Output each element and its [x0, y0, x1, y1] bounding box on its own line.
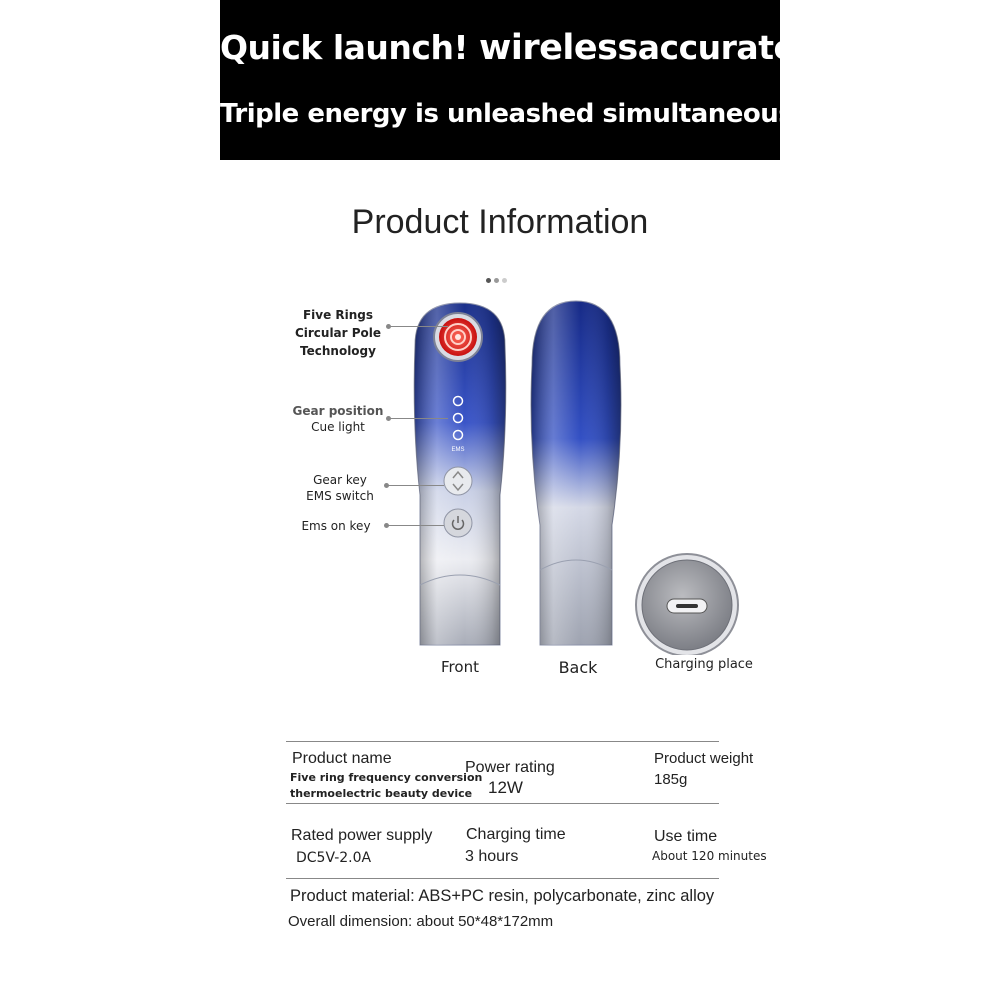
- caption-charging: Charging place: [655, 657, 753, 672]
- callout-gearkey-leader: [386, 485, 444, 486]
- weight-value: 185g: [654, 771, 688, 788]
- table-rule-middle: [286, 803, 719, 804]
- banner-headline-part1: Quick launch!: [220, 28, 469, 67]
- carousel-dots: [486, 268, 510, 287]
- supply-label: Rated power supply: [291, 827, 433, 844]
- table-rule-bottom: [286, 878, 719, 879]
- supply-value: DC5V-2.0A: [296, 850, 372, 866]
- banner-headline: [220, 28, 796, 68]
- use-time-value: About 120 minutes: [652, 849, 767, 863]
- banner-headline-part2: wireless: [479, 28, 638, 68]
- callout-gear-leader: [388, 418, 448, 419]
- callout-rings-leader: [388, 326, 448, 327]
- weight-label: Product weight: [654, 750, 754, 767]
- leader-dot: [386, 324, 391, 329]
- overall-dimension: Overall dimension: about 50*48*172mm: [288, 913, 554, 930]
- callout-gearkey-line2: EMS switch: [306, 489, 374, 503]
- callout-rings-line2: Circular Pole: [294, 326, 382, 340]
- callout-rings: [288, 306, 388, 360]
- callout-gear-position: [288, 403, 388, 435]
- callout-ems-leader: [386, 525, 444, 526]
- product-material: Product material: ABS+PC resin, polycarbonate, zinc alloy: [290, 887, 715, 905]
- dot: [502, 278, 507, 283]
- dot-active: [486, 278, 491, 283]
- dot: [494, 278, 499, 283]
- charging-time-label: Charging time: [466, 826, 566, 843]
- product-name-line1: Five ring frequency conversion: [290, 771, 483, 784]
- callout-gear-line1: Gear position: [292, 404, 384, 418]
- top-banner: [220, 0, 819, 160]
- banner-subheadline: Triple energy is unleashed simultaneously: [220, 99, 819, 129]
- caption-front: Front: [441, 658, 479, 676]
- leader-dot: [386, 416, 391, 421]
- section-title: Product Information: [351, 203, 649, 241]
- caption-back: Back: [558, 658, 598, 677]
- product-name-label: Product name: [292, 750, 392, 767]
- callout-ems-key: Ems on key: [301, 519, 371, 533]
- charging-time-value: 3 hours: [465, 848, 519, 865]
- callout-gearkey-line1: Gear key: [313, 473, 367, 487]
- callout-rings-line3: Technology: [300, 344, 376, 358]
- device-front: [414, 303, 506, 645]
- leader-dot: [384, 483, 389, 488]
- product-name-line2: thermoelectric beauty device: [290, 787, 473, 800]
- power-rating-label: Power rating: [465, 759, 555, 776]
- leader-dot: [384, 523, 389, 528]
- callout-gear-key: [290, 472, 390, 504]
- device-back: [531, 301, 621, 645]
- callout-rings-line1: Five Rings: [302, 308, 374, 322]
- charging-port-view: [636, 554, 738, 655]
- power-rating-value: 12W: [488, 778, 523, 797]
- ems-label: EMS: [451, 447, 465, 453]
- callout-gear-line2: Cue light: [311, 420, 365, 434]
- table-rule-top: [286, 741, 719, 742]
- use-time-label: Use time: [654, 828, 718, 845]
- banner-headline-part3: accurate: [637, 28, 796, 67]
- device-illustration: [400, 295, 760, 655]
